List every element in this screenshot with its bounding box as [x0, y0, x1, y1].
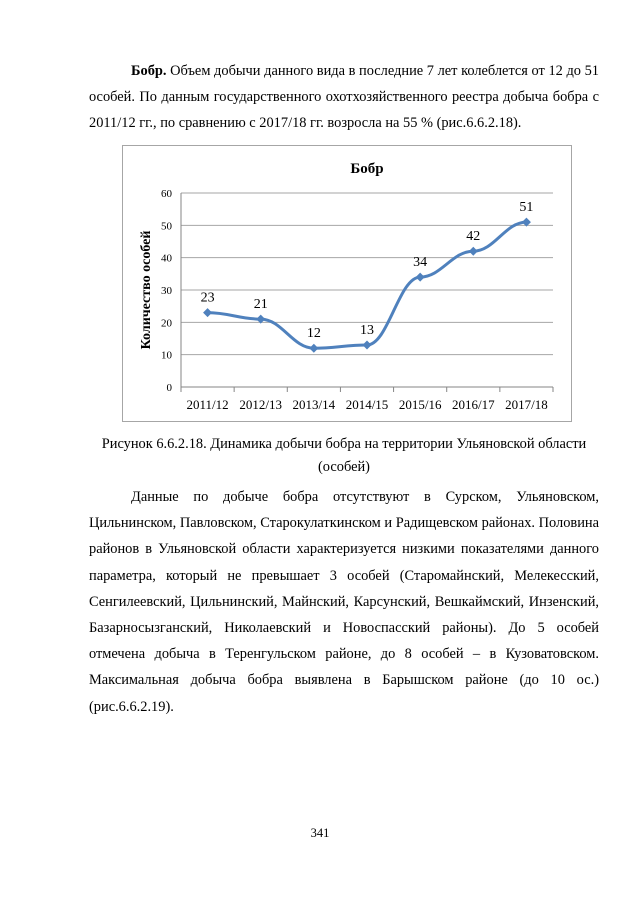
- intro-paragraph: [89, 58, 599, 137]
- y-tick-label: 40: [161, 252, 172, 265]
- data-label: 34: [413, 255, 428, 271]
- y-tick-label: 0: [166, 382, 172, 394]
- y-axis-label: Количество особей: [139, 230, 154, 350]
- paragraph-text: Данные по добыче бобра отсутствуют в Сурском, Ульяновском, Цильнинском, Павловском, Старокулаткинском и Радищевском районах. Половина районов в Ульяновской области характеризуется низкими показателями данного параметра, который не превышает 3 особей (Старомайнский, Мелекесский, Сенгилеевский, Цильнинский, Майнский, Карсунский, Вешкаймский, Инзенский, Базарносызганский, Николаевский и Новоспасский районы). До 5 особей отмечена добыча в Теренгульском районе, до 8 особей – в Кузоватовском. Максимальная добыча бобра выявлена в Барышском районе (до 10 ос.) (рис.6.6.2.19).: [89, 489, 599, 715]
- beaver-chart: [122, 145, 572, 422]
- figure-caption-unit: (особей): [318, 459, 370, 475]
- data-point-marker: [203, 308, 212, 317]
- x-tick-label: 2011/12: [186, 397, 229, 412]
- x-tick-label: 2017/18: [505, 397, 548, 412]
- paragraph-text: Объем добычи данного вида в последние 7 лет колеблется от 12 до 51 особей. По данным государственного охотхозяйственного реестра добыча бобра с 2011/12 гг., по сравнению с 2017/18 гг. возросла на 55 % (рис.6.6.2.18).: [89, 63, 599, 132]
- data-label: 42: [466, 229, 481, 245]
- data-label: 13: [360, 322, 374, 338]
- districts-paragraph: [89, 484, 599, 720]
- data-point-marker: [309, 344, 318, 353]
- x-tick-label: 2012/13: [239, 397, 283, 412]
- x-tick-label: 2013/14: [292, 397, 336, 412]
- y-tick-label: 20: [161, 317, 172, 330]
- data-label: 12: [306, 326, 321, 342]
- chart-canvas: [123, 146, 573, 423]
- data-label: 51: [519, 200, 534, 216]
- data-point-marker: [469, 247, 478, 256]
- y-tick-label: 60: [161, 188, 172, 200]
- figure-caption: Рисунок 6.6.2.18. Динамика добычи бобра на территории Ульяновской области: [101, 436, 587, 452]
- data-point-marker: [416, 273, 425, 282]
- x-tick-label: 2016/17: [451, 397, 495, 412]
- data-point-marker: [363, 340, 372, 349]
- chart-title: Бобр: [350, 161, 384, 177]
- data-label: 21: [253, 297, 268, 313]
- x-tick-label: 2015/16: [398, 397, 442, 412]
- x-tick-label: 2014/15: [345, 397, 389, 412]
- paragraph-bold-lead: Бобр.: [131, 63, 167, 79]
- y-tick-label: 30: [161, 285, 172, 297]
- data-label: 23: [200, 290, 215, 306]
- y-tick-label: 10: [161, 349, 172, 362]
- y-tick-label: 50: [161, 220, 172, 233]
- page-number: 341: [310, 826, 330, 840]
